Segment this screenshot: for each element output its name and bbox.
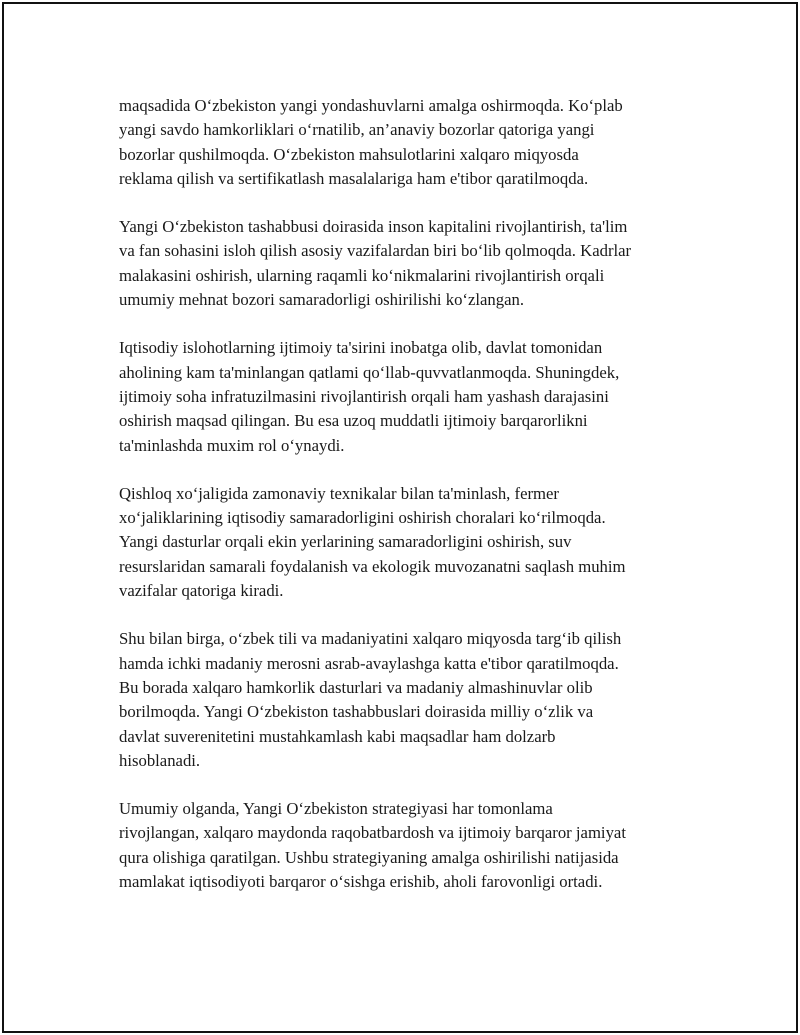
text-line: Iqtisodiy islohotlarning ijtimoiy ta'sirini inobatga olib, davlat tomonidan: [119, 338, 603, 358]
paragraph: [119, 94, 694, 191]
paragraph: [119, 627, 694, 773]
text-line: Umumiy olganda, Yangi O‘zbekiston strategiyasi har tomonlama: [119, 799, 553, 819]
text-line: Shu bilan birga, o‘zbek tili va madaniyatini xalqaro miqyosda targ‘ib qilish: [119, 629, 622, 649]
text-line: malakasini oshirish, ularning raqamli ko‘nikmalarini rivojlantirish orqali: [119, 265, 605, 285]
paragraph: [119, 482, 694, 603]
paragraph: [119, 336, 694, 457]
text-line: aholining kam ta'minlangan qatlami qo‘llab-quvvatlanmoqda. Shuningdek,: [119, 362, 620, 382]
text-line: resurslaridan samarali foydalanish va ekologik muvozanatni saqlash muhim: [119, 556, 626, 576]
text-line: oshirish maqsad qilingan. Bu esa uzoq muddatli ijtimoiy barqarorlikni: [119, 411, 588, 431]
text-line: umumiy mehnat bozori samaradorligi oshirilishi ko‘zlangan.: [119, 290, 525, 310]
text-line: hamda ichki madaniy merosni asrab-avaylashga katta e'tibor qaratilmoqda.: [119, 653, 619, 673]
text-line: mamlakat iqtisodiyoti barqaror o‘sishga erishib, aholi farovonligi ortadi.: [119, 872, 603, 892]
text-line: Yangi dasturlar orqali ekin yerlarining samaradorligini oshirish, suv: [119, 532, 572, 552]
text-line: maqsadida O‘zbekiston yangi yondashuvlarni amalga oshirmoqda. Ko‘plab: [119, 96, 623, 115]
text-line: bozorlar qushilmoqda. O‘zbekiston mahsulotlarini xalqaro miqyosda: [119, 144, 579, 164]
text-line: davlat suverenitetini mustahkamlash kabi maqsadlar ham dolzarb: [119, 726, 556, 746]
text-line: Yangi O‘zbekiston tashabbusi doirasida inson kapitalini rivojlantirish, ta'lim: [119, 217, 628, 237]
paragraph: [119, 797, 694, 894]
paragraph: [119, 215, 694, 312]
text-line: Qishloq xo‘jaligida zamonaviy texnikalar bilan ta'minlash, fermer: [119, 483, 559, 503]
page-content: [119, 94, 694, 918]
text-line: qura olishiga qaratilgan. Ushbu strategiyaning amalga oshirilishi natijasida: [119, 847, 619, 867]
text-line: va fan sohasini isloh qilish asosiy vazifalardan biri bo‘lib qolmoqda. Kadrlar: [119, 241, 632, 261]
page-frame: [2, 2, 798, 1033]
text-line: borilmoqda. Yangi O‘zbekiston tashabbuslari doirasida milliy o‘zlik va: [119, 702, 594, 722]
text-line: yangi savdo hamkorliklari o‘rnatilib, an’anaviy bozorlar qatoriga yangi: [119, 120, 595, 140]
text-line: vazifalar qatoriga kiradi.: [119, 581, 284, 601]
text-line: ta'minlashda muxim rol o‘ynaydi.: [119, 435, 345, 455]
text-line: rivojlangan, xalqaro maydonda raqobatbardosh va ijtimoiy barqaror jamiyat: [119, 823, 626, 843]
text-line: hisoblanadi.: [119, 750, 201, 770]
text-line: Bu borada xalqaro hamkorlik dasturlari va madaniy almashinuvlar olib: [119, 677, 593, 697]
text-line: xo‘jaliklarining iqtisodiy samaradorligini oshirish choralari ko‘rilmoqda.: [119, 508, 606, 528]
text-line: reklama qilish va sertifikatlash masalalariga ham e'tibor qaratilmoqda.: [119, 168, 589, 188]
text-line: ijtimoiy soha infratuzilmasini rivojlantirish orqali ham yashash darajasini: [119, 386, 609, 406]
